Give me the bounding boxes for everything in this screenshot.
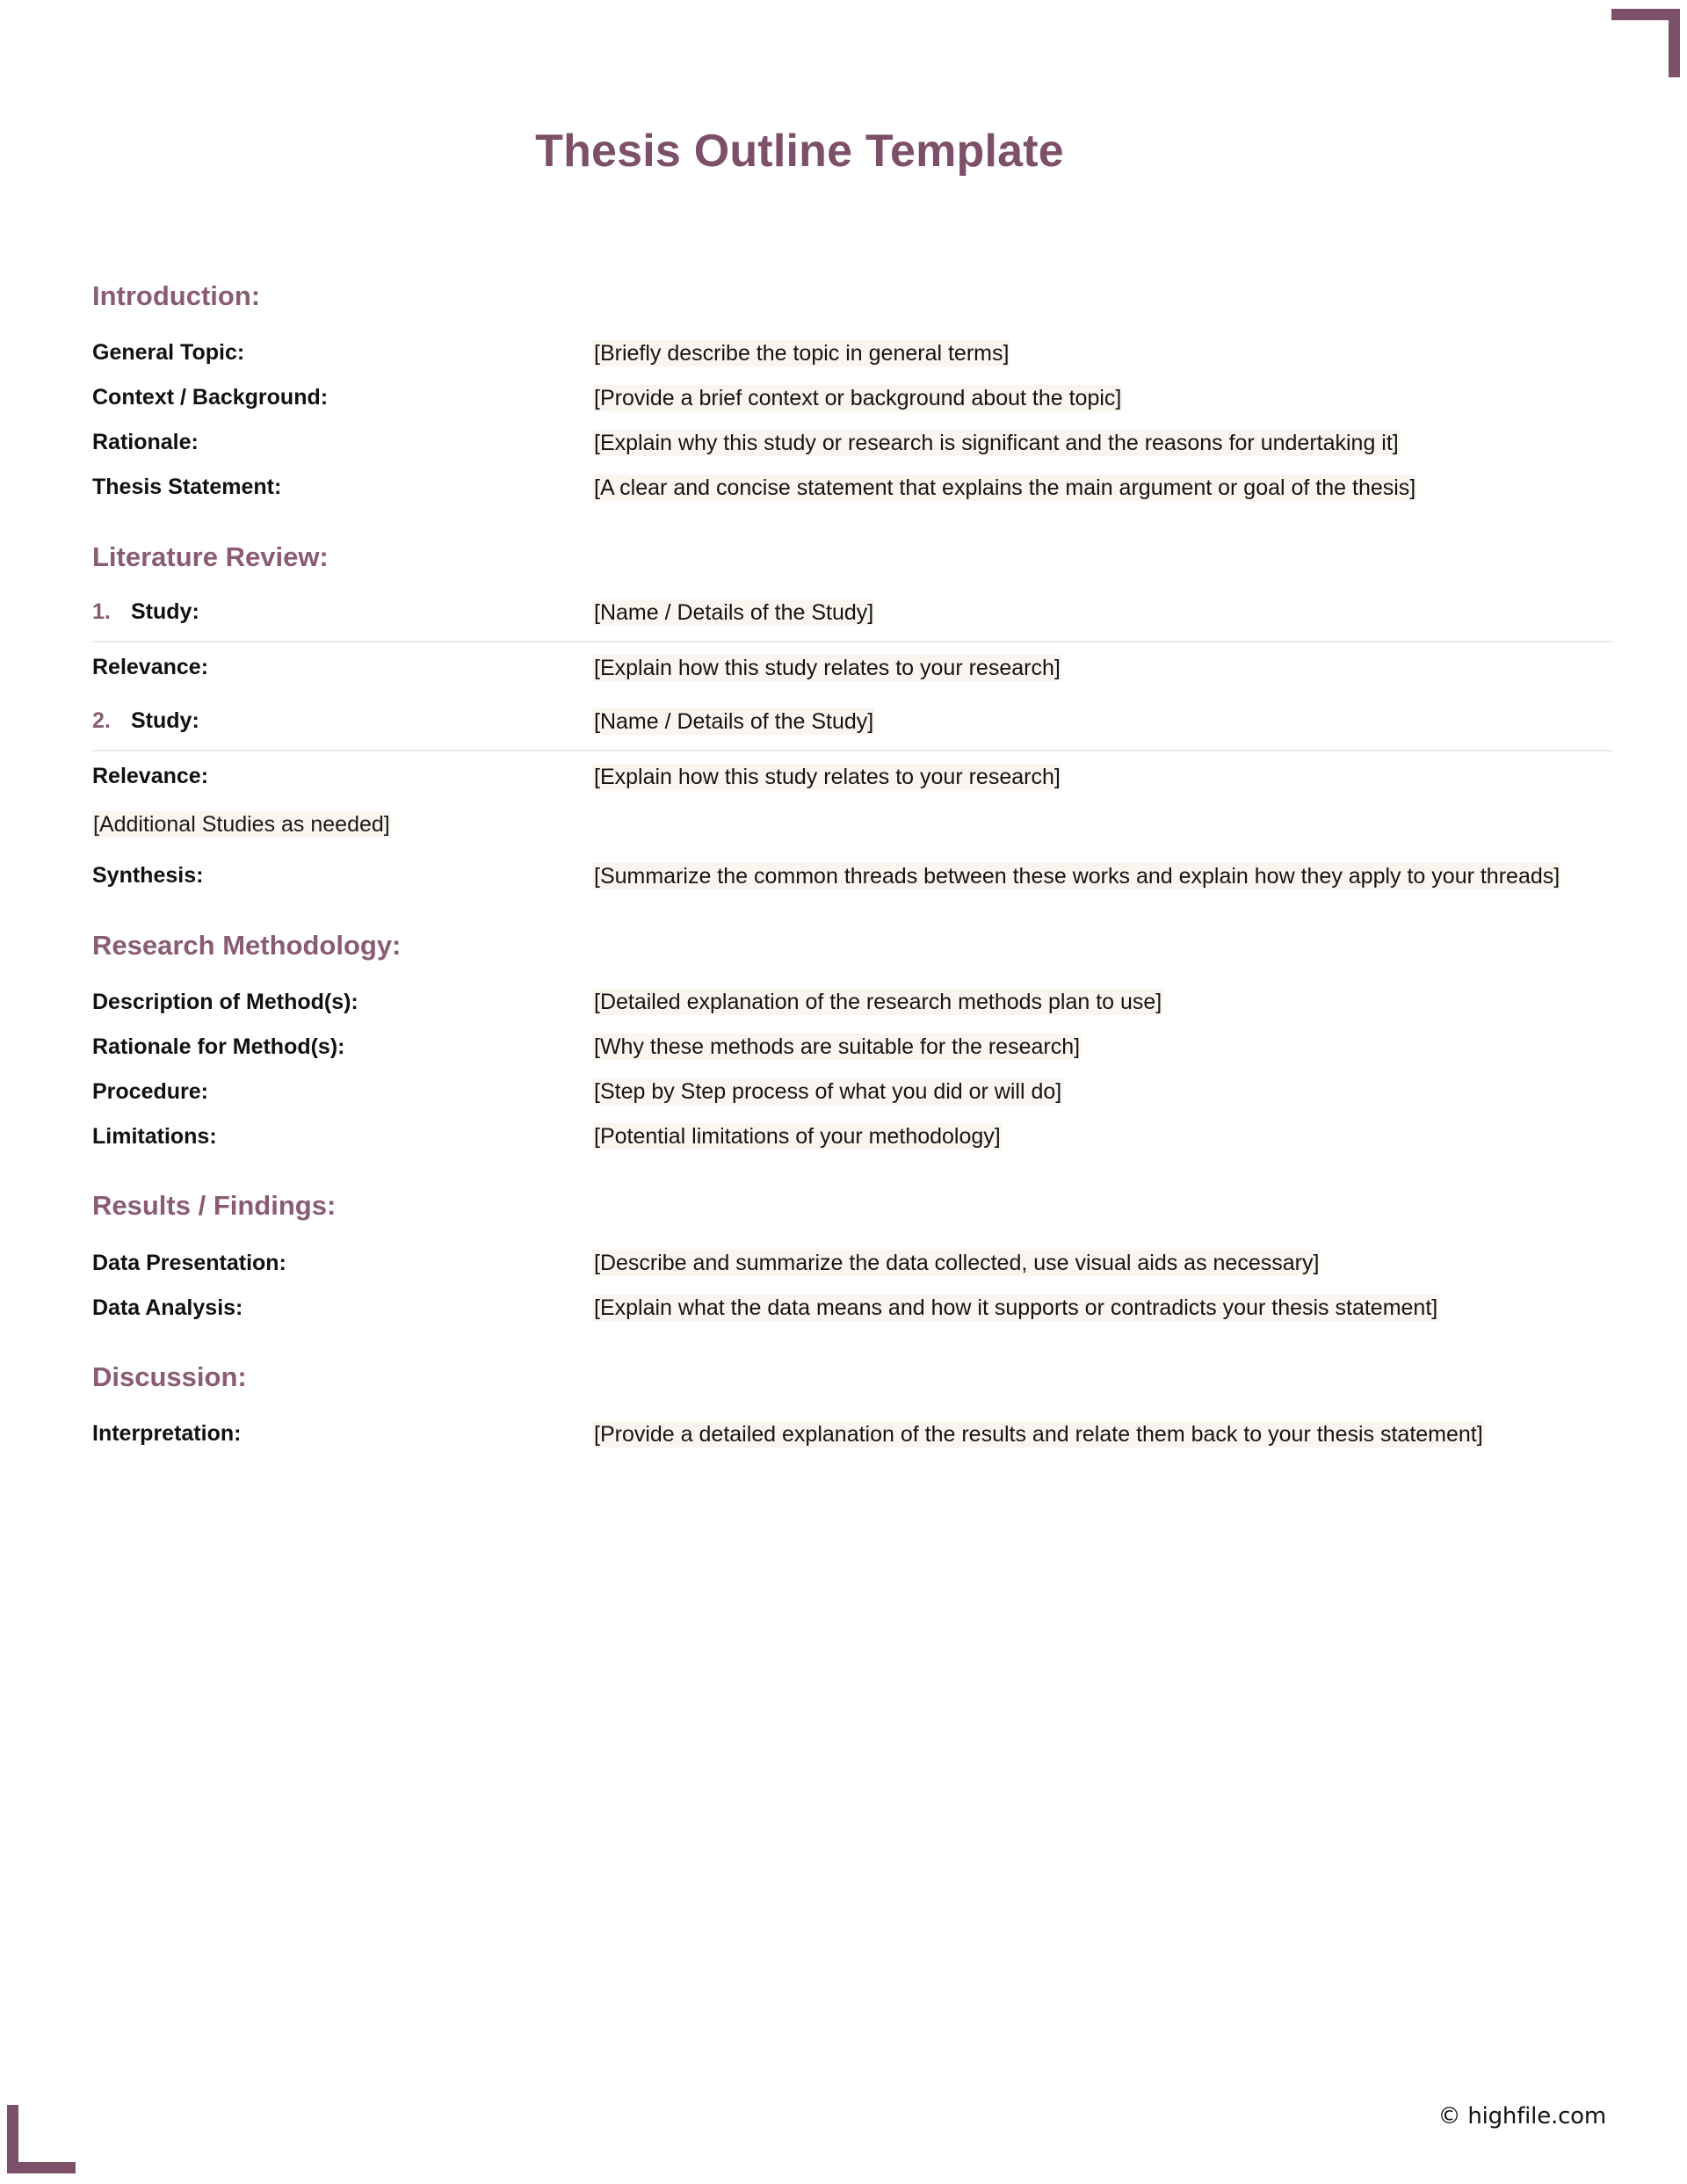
field-value-synthesis[interactable] <box>593 858 1612 896</box>
field-value-relevance-2[interactable] <box>593 758 1612 796</box>
field-label-study-2 <box>92 707 593 736</box>
placeholder-text: [Why these methods are suitable for the research] <box>594 1034 1081 1060</box>
list-number-1: 1. <box>92 599 111 625</box>
field-value-study-2[interactable] <box>593 703 1612 741</box>
field-row-synthesis <box>92 854 1612 899</box>
corner-bracket-top-right <box>1611 9 1680 77</box>
field-row-study-2 <box>92 701 1612 743</box>
field-label-text: Study: <box>131 708 199 734</box>
field-row-limitations <box>92 1114 1612 1159</box>
field-value-general-topic[interactable] <box>593 335 1612 373</box>
placeholder-text: [Name / Details of the Study] <box>594 708 874 734</box>
placeholder-text: [Name / Details of the Study] <box>594 599 874 625</box>
field-row-procedure <box>92 1070 1612 1114</box>
section-heading-research-methodology: Research Methodology: <box>92 929 402 961</box>
field-row-rationale <box>92 421 1612 466</box>
document-body <box>92 279 1612 1457</box>
field-row-rationale-for-methods <box>92 1025 1612 1070</box>
field-label-rationale-for-methods: Rationale for Method(s): <box>92 1034 345 1059</box>
placeholder-text: [Step by Step process of what you did or will do] <box>594 1079 1062 1105</box>
placeholder-text: [Detailed explanation of the research methods plan to use] <box>594 990 1162 1015</box>
field-label-text: Study: <box>131 599 199 625</box>
page-title: Thesis Outline Template <box>535 126 1064 177</box>
placeholder-text: [Briefly describe the topic in general terms] <box>594 340 1010 366</box>
field-row-thesis-statement <box>92 466 1612 511</box>
footer-copyright: © highfile.com <box>1437 2103 1606 2130</box>
field-label-rationale: Rationale: <box>92 430 199 455</box>
field-label-context-background: Context / Background: <box>92 385 329 410</box>
field-label-data-presentation: Data Presentation: <box>92 1250 286 1275</box>
section-heading-introduction: Introduction: <box>92 280 261 311</box>
field-value-context-background[interactable] <box>593 380 1612 417</box>
field-label-procedure: Procedure: <box>92 1078 208 1104</box>
field-label-data-analysis: Data Analysis: <box>92 1295 243 1320</box>
field-value-procedure[interactable] <box>593 1073 1612 1111</box>
field-label-synthesis: Synthesis: <box>92 863 204 889</box>
field-value-data-presentation[interactable] <box>593 1244 1612 1282</box>
placeholder-text: [Explain how this study relates to your research] <box>594 655 1061 680</box>
field-value-rationale[interactable] <box>593 424 1612 462</box>
field-value-study-1[interactable] <box>593 594 1612 632</box>
placeholder-text: [Provide a brief context or background about the topic] <box>594 385 1122 410</box>
field-row-context-background <box>92 376 1612 421</box>
field-row-description-of-methods <box>92 980 1612 1025</box>
placeholder-text: [Describe and summarize the data collected, use visual aids as necessary] <box>594 1251 1320 1275</box>
field-row-study-1 <box>92 592 1612 634</box>
field-value-thesis-statement[interactable] <box>593 469 1612 507</box>
placeholder-text: [Provide a detailed explanation of the results and relate them back to your thesis statement] <box>594 1421 1483 1447</box>
placeholder-text: [Explain why this study or research is significant and the reasons for undertaking it] <box>594 430 1399 455</box>
placeholder-text: [Additional Studies as needed] <box>93 811 390 837</box>
field-row-data-presentation <box>92 1241 1612 1286</box>
section-heading-results-findings: Results / Findings: <box>92 1190 337 1222</box>
field-row-general-topic <box>92 331 1612 376</box>
placeholder-text: [Explain how this study relates to your research] <box>594 764 1061 789</box>
placeholder-text: [A clear and concise statement that explains the main argument or goal of the thesis] <box>594 475 1416 500</box>
field-value-description-of-methods[interactable] <box>593 983 1612 1021</box>
field-row-relevance-1 <box>92 648 1612 689</box>
list-number-2: 2. <box>92 708 111 734</box>
field-value-relevance-1[interactable] <box>593 649 1612 687</box>
additional-studies-note <box>92 798 1612 845</box>
field-label-relevance-1: Relevance: <box>92 655 209 680</box>
row-divider <box>92 750 1612 751</box>
field-label-limitations: Limitations: <box>92 1123 217 1149</box>
field-label-study-1 <box>92 598 593 628</box>
field-value-interpretation[interactable] <box>593 1416 1612 1454</box>
section-heading-discussion: Discussion: <box>92 1361 247 1392</box>
corner-bracket-bottom-left <box>7 2105 76 2173</box>
field-label-general-topic: General Topic: <box>92 340 245 366</box>
row-divider <box>92 641 1612 642</box>
field-label-relevance-2: Relevance: <box>92 764 209 789</box>
field-value-data-analysis[interactable] <box>593 1289 1612 1327</box>
field-value-rationale-for-methods[interactable] <box>593 1028 1612 1066</box>
field-row-data-analysis <box>92 1286 1612 1331</box>
placeholder-text: [Explain what the data means and how it supports or contradicts your thesis statement] <box>594 1295 1438 1320</box>
section-heading-literature-review: Literature Review: <box>92 541 329 572</box>
field-row-interpretation <box>92 1412 1612 1457</box>
field-row-relevance-2 <box>92 757 1612 798</box>
field-value-limitations[interactable] <box>593 1118 1612 1156</box>
field-label-interpretation: Interpretation: <box>92 1421 242 1447</box>
placeholder-text: [Potential limitations of your methodology] <box>594 1124 1001 1150</box>
placeholder-text: [Summarize the common threads between these works and explain how they apply to your threads] <box>594 863 1560 889</box>
field-label-thesis-statement: Thesis Statement: <box>92 475 282 500</box>
field-label-description-of-methods: Description of Method(s): <box>92 989 358 1014</box>
